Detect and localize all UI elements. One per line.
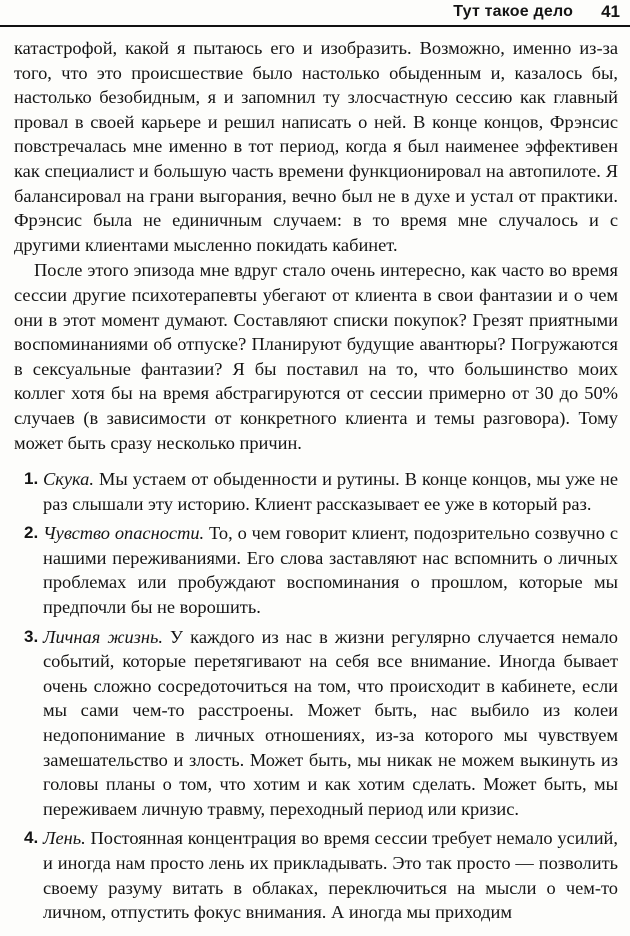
- list-item-number: 3.: [24, 626, 39, 646]
- list-item-number: 1.: [24, 469, 39, 489]
- paragraph-continuation: катастрофой, какой я пытаюсь его и изобразить. Возможно, именно из-за того, что это происшествие было настолько обыденным и, казалось бы, настолько безобидным, я и запомнил ту злосчастную сессию как главный провал в своей карьере и решил написать о ней. В конце концов, Фрэнсис повстречалась мне именно в тот период, когда я был наименее эффективен как специалист и большую часть времени функционировал на автопилоте. Я балансировал на грани выгорания, вечно был не в духе и устал от практики. Фрэнсис была не единичным случаем: в то время мне случалось и с другими клиентами мысленно покидать кабинет.: [14, 38, 618, 255]
- list-item: [14, 521, 618, 619]
- list-item-term: Лень.: [43, 828, 86, 849]
- list-item-text: То, о чем говорит клиент, подозрительно созвучно с нашими переживаниями. Его слова заставляют нас вспомнить о личных проблемах или пробуждают воспоминания о прошлом, которые мы предпочли бы не ворошить.: [43, 523, 618, 618]
- list-item-term: Чувство опасности.: [43, 523, 205, 544]
- running-title: Тут такое дело: [453, 3, 574, 20]
- page-number: 41: [601, 2, 620, 21]
- list-item: [14, 625, 618, 822]
- list-item: [14, 826, 618, 924]
- list-item-text: Постоянная концентрация во время сессии требует немало усилий, и иногда нам просто лень их прикладывать. Это так просто — позволить своему разуму витать в облаках, переключиться на мысли о чем-то личном, отпустить фокус внимания. А иногда мы приходим: [43, 828, 618, 923]
- list-item-text: У каждого из нас в жизни регулярно случается немало событий, которые перетягивают на себя все внимание. Иногда бывает очень сложно сосредоточиться на том, что происходит в кабинете, если мы сами чем-то расстроены. Может быть, нас выбило из колеи недопонимание в личных отношениях, из-за которого мы чувствуем замешательство и злость. Может быть, мы никак не можем выкинуть из головы планы о том, что хотим и как хотим сделать. Может быть, мы переживаем личную травму, переходный период или кризис.: [43, 626, 618, 819]
- list-item-term: Скука.: [43, 469, 94, 490]
- page-body: [14, 36, 618, 930]
- list-item: [14, 467, 618, 516]
- paragraph-reasons-intro: После этого эпизода мне вдруг стало очень интересно, как часто во время сессии другие психотерапевты убегают от клиента в свои фантазии и о чем они в этот момент думают. Составляют списки покупок? Грезят приятными воспоминаниями об отпуске? Планируют будущие авантюры? Погружаются в сексуальные фантазии? Я бы поставил на то, что большинство моих коллег хотя бы на время абстрагируются от сессии примерно от 30 до 50% случаев (в зависимости от конкретного клиента и темы разговора). Тому может быть сразу несколько причин.: [14, 260, 618, 453]
- list-item-text: Мы устаем от обыденности и рутины. В конце концов, мы уже не раз слышали эту историю. Клиент рассказывает ее уже в который раз.: [43, 469, 618, 514]
- list-item-number: 4.: [24, 828, 39, 848]
- reasons-list: [14, 467, 618, 925]
- running-header: [453, 0, 620, 24]
- header-rule: [0, 25, 630, 27]
- list-item-term: Личная жизнь.: [43, 626, 163, 647]
- list-item-number: 2.: [24, 523, 39, 543]
